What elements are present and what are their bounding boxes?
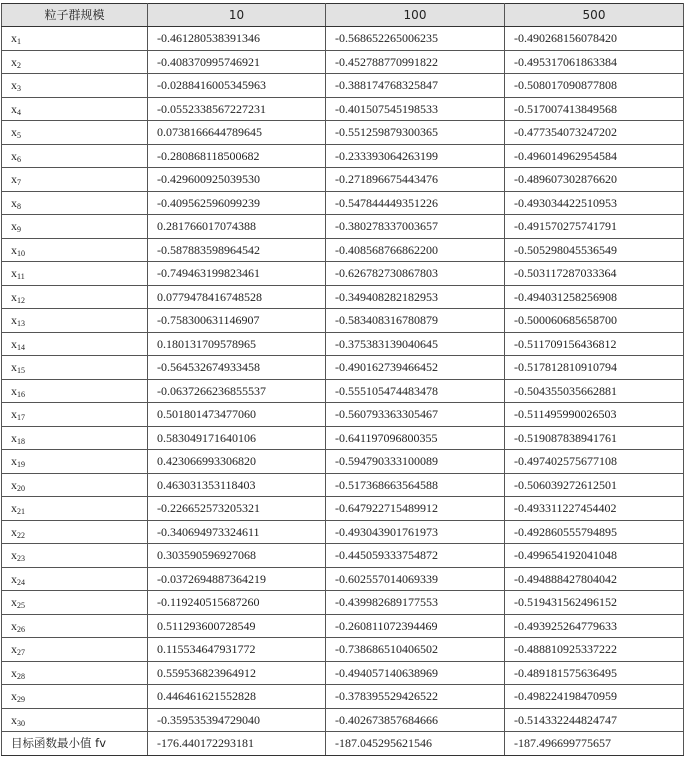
value-cell: -0.555105474483478 <box>326 379 505 403</box>
value-cell: -0.429600925039530 <box>148 168 326 192</box>
value-cell: -0.564532674933458 <box>148 356 326 380</box>
table-row <box>2 238 684 262</box>
variable-label <box>2 238 148 262</box>
value-cell: -0.375383139040645 <box>326 332 505 356</box>
variable-label <box>2 168 148 192</box>
value-cell: 0.0738166644789645 <box>148 121 326 145</box>
variable-index: 6 <box>17 154 21 164</box>
variable-name: x <box>11 313 17 328</box>
variable-index: 25 <box>17 601 25 611</box>
table-row <box>2 450 684 474</box>
variable-label <box>2 356 148 380</box>
variable-name: x <box>11 524 17 539</box>
variable-index: 11 <box>17 272 25 282</box>
value-cell: -0.594790333100089 <box>326 450 505 474</box>
value-cell: -0.0637266236855537 <box>148 379 326 403</box>
table-row <box>2 168 684 192</box>
variable-index: 3 <box>17 84 21 94</box>
table-row <box>2 356 684 380</box>
value-cell: -0.602557014069339 <box>326 567 505 591</box>
value-cell: -0.517007413849568 <box>505 97 684 121</box>
variable-index: 18 <box>17 436 25 446</box>
value-cell: -0.499654192041048 <box>505 544 684 568</box>
variable-index: 21 <box>17 507 25 517</box>
value-cell: -0.401507545198533 <box>326 97 505 121</box>
value-cell: -0.494888427804042 <box>505 567 684 591</box>
value-cell: -0.506039272612501 <box>505 473 684 497</box>
variable-label <box>2 450 148 474</box>
value-cell: 0.423066993306820 <box>148 450 326 474</box>
value-cell: -0.494031258256908 <box>505 285 684 309</box>
value-cell: -0.493043901761973 <box>326 520 505 544</box>
value-cell: -0.519431562496152 <box>505 591 684 615</box>
variable-name: x <box>11 125 17 140</box>
table-body <box>2 27 684 756</box>
variable-index: 15 <box>17 366 25 376</box>
variable-index: 20 <box>17 483 25 493</box>
value-cell: -0.641197096800355 <box>326 426 505 450</box>
variable-label <box>2 497 148 521</box>
variable-index: 30 <box>17 718 25 728</box>
variable-label <box>2 638 148 662</box>
variable-index: 4 <box>17 107 21 117</box>
value-cell: -0.439982689177553 <box>326 591 505 615</box>
value-cell: -0.380278337003657 <box>326 215 505 239</box>
value-cell: 0.463031353118403 <box>148 473 326 497</box>
table-row <box>2 50 684 74</box>
value-cell: -0.511495990026503 <box>505 403 684 427</box>
variable-index: 23 <box>17 554 25 564</box>
variable-index: 24 <box>17 577 25 587</box>
value-cell: -0.497402575677108 <box>505 450 684 474</box>
value-cell: -0.233393064263199 <box>326 144 505 168</box>
value-cell: -0.583408316780879 <box>326 309 505 333</box>
table-row <box>2 661 684 685</box>
variable-label <box>2 708 148 732</box>
table-row <box>2 285 684 309</box>
variable-name: x <box>11 31 17 46</box>
value-cell: -0.349408282182953 <box>326 285 505 309</box>
value-cell: -0.490268156078420 <box>505 27 684 51</box>
variable-label <box>2 50 148 74</box>
table-row <box>2 27 684 51</box>
variable-name: x <box>11 689 17 704</box>
variable-name: x <box>11 477 17 492</box>
variable-name: x <box>11 148 17 163</box>
variable-label <box>2 27 148 51</box>
value-cell: -0.517368663564588 <box>326 473 505 497</box>
value-cell: -0.505298045536549 <box>505 238 684 262</box>
table-row <box>2 426 684 450</box>
variable-name: x <box>11 571 17 586</box>
value-cell: -0.260811072394469 <box>326 614 505 638</box>
value-cell: -0.492860555794895 <box>505 520 684 544</box>
value-cell: -0.500060685658700 <box>505 309 684 333</box>
value-cell: 0.0779478416748528 <box>148 285 326 309</box>
value-cell: -0.119240515687260 <box>148 591 326 615</box>
value-cell: -0.491570275741791 <box>505 215 684 239</box>
variable-name: x <box>11 383 17 398</box>
variable-label <box>2 426 148 450</box>
variable-label <box>2 121 148 145</box>
value-cell: -0.489607302876620 <box>505 168 684 192</box>
table-row <box>2 497 684 521</box>
variable-index: 27 <box>17 648 25 658</box>
value-cell: -0.0552338567227231 <box>148 97 326 121</box>
variable-name: x <box>11 618 17 633</box>
variable-index: 1 <box>17 37 21 47</box>
value-cell: -0.493925264779633 <box>505 614 684 638</box>
value-cell: -0.498224198470959 <box>505 685 684 709</box>
value-cell: 0.501801473477060 <box>148 403 326 427</box>
variable-label <box>2 97 148 121</box>
table-row <box>2 379 684 403</box>
value-cell: -0.0372694887364219 <box>148 567 326 591</box>
variable-name: x <box>11 242 17 257</box>
variable-index: 16 <box>17 389 25 399</box>
variable-index: 13 <box>17 319 25 329</box>
variable-label <box>2 473 148 497</box>
value-cell: -0.378395529426522 <box>326 685 505 709</box>
table-row <box>2 685 684 709</box>
table-row <box>2 97 684 121</box>
variable-name: x <box>11 172 17 187</box>
value-cell: -0.503117287033364 <box>505 262 684 286</box>
variable-name: x <box>11 454 17 469</box>
value-cell: -0.647922715489912 <box>326 497 505 521</box>
variable-label <box>2 215 148 239</box>
variable-label <box>2 544 148 568</box>
value-cell: 0.511293600728549 <box>148 614 326 638</box>
table-row <box>2 591 684 615</box>
value-cell: -0.409562596099239 <box>148 191 326 215</box>
variable-label <box>2 520 148 544</box>
variable-name: x <box>11 642 17 657</box>
variable-label <box>2 403 148 427</box>
value-cell: -0.504355035662881 <box>505 379 684 403</box>
value-cell: -0.490162739466452 <box>326 356 505 380</box>
variable-name: x <box>11 501 17 516</box>
variable-label <box>2 332 148 356</box>
variable-label <box>2 262 148 286</box>
value-cell: -0.340694973324611 <box>148 520 326 544</box>
value-cell: -0.517812810910794 <box>505 356 684 380</box>
value-cell: -0.496014962954584 <box>505 144 684 168</box>
value-cell: -0.493311227454402 <box>505 497 684 521</box>
value-cell: -0.587883598964542 <box>148 238 326 262</box>
value-cell: -0.445059333754872 <box>326 544 505 568</box>
value-cell: -0.359535394729040 <box>148 708 326 732</box>
variable-name: x <box>11 712 17 727</box>
value-cell: -0.388174768325847 <box>326 74 505 98</box>
variable-index: 17 <box>17 413 25 423</box>
value-cell: -0.495317061863384 <box>505 50 684 74</box>
value-cell: -0.477354073247202 <box>505 121 684 145</box>
variable-name: x <box>11 219 17 234</box>
value-cell: -0.494057140638969 <box>326 661 505 685</box>
table-row <box>2 638 684 662</box>
value-cell: -0.738686510406502 <box>326 638 505 662</box>
variable-name: x <box>11 266 17 281</box>
variable-name: x <box>11 595 17 610</box>
variable-name: x <box>11 548 17 563</box>
value-cell: -0.280868118500682 <box>148 144 326 168</box>
header-size-10: 10 <box>148 4 326 27</box>
value-cell: -0.271896675443476 <box>326 168 505 192</box>
variable-name: x <box>11 360 17 375</box>
value-cell: -0.402673857684666 <box>326 708 505 732</box>
variable-name: x <box>11 54 17 69</box>
header-size-100: 100 <box>326 4 505 27</box>
table-row <box>2 309 684 333</box>
variable-name: x <box>11 336 17 351</box>
variable-label <box>2 614 148 638</box>
variable-index: 7 <box>17 178 21 188</box>
variable-index: 10 <box>17 248 25 258</box>
variable-label <box>2 379 148 403</box>
variable-label <box>2 285 148 309</box>
variable-label <box>2 685 148 709</box>
results-table <box>1 3 684 756</box>
value-cell: -0.551259879300365 <box>326 121 505 145</box>
value-cell: -0.514332244824747 <box>505 708 684 732</box>
variable-index: 5 <box>17 131 21 141</box>
value-cell: -0.626782730867803 <box>326 262 505 286</box>
value-cell: 0.559536823964912 <box>148 661 326 685</box>
fv-value-cell: -176.440172293181 <box>148 732 326 756</box>
value-cell: -0.461280538391346 <box>148 27 326 51</box>
variable-name: x <box>11 78 17 93</box>
value-cell: -0.749463199823461 <box>148 262 326 286</box>
variable-name: x <box>11 289 17 304</box>
value-cell: -0.488810925337222 <box>505 638 684 662</box>
variable-name: x <box>11 665 17 680</box>
table-row <box>2 191 684 215</box>
table-row <box>2 520 684 544</box>
variable-index: 26 <box>17 624 25 634</box>
variable-label <box>2 74 148 98</box>
table-row <box>2 74 684 98</box>
table-header-row <box>2 4 684 27</box>
table-row <box>2 614 684 638</box>
value-cell: -0.493034422510953 <box>505 191 684 215</box>
table-row <box>2 567 684 591</box>
value-cell: 0.446461621552828 <box>148 685 326 709</box>
variable-index: 29 <box>17 695 25 705</box>
table-row <box>2 144 684 168</box>
table-row <box>2 708 684 732</box>
value-cell: 0.583049171640106 <box>148 426 326 450</box>
value-cell: -0.758300631146907 <box>148 309 326 333</box>
table-row <box>2 473 684 497</box>
variable-index: 14 <box>17 342 25 352</box>
value-cell: -0.408370995746921 <box>148 50 326 74</box>
variable-index: 22 <box>17 530 25 540</box>
value-cell: -0.547844449351226 <box>326 191 505 215</box>
value-cell: -0.511709156436812 <box>505 332 684 356</box>
value-cell: -0.519087838941761 <box>505 426 684 450</box>
variable-label <box>2 191 148 215</box>
value-cell: 0.180131709578965 <box>148 332 326 356</box>
table-row <box>2 332 684 356</box>
variable-label <box>2 567 148 591</box>
variable-index: 19 <box>17 460 25 470</box>
value-cell: 0.115534647931772 <box>148 638 326 662</box>
variable-label <box>2 144 148 168</box>
value-cell: -0.489181575636495 <box>505 661 684 685</box>
results-table-container <box>1 3 683 756</box>
header-size-500: 500 <box>505 4 684 27</box>
value-cell: -0.226652573205321 <box>148 497 326 521</box>
variable-label <box>2 591 148 615</box>
value-cell: -0.0288416005345963 <box>148 74 326 98</box>
variable-name: x <box>11 407 17 422</box>
variable-name: x <box>11 101 17 116</box>
value-cell: -0.568652265006235 <box>326 27 505 51</box>
value-cell: -0.560793363305467 <box>326 403 505 427</box>
variable-label <box>2 661 148 685</box>
value-cell: -0.452788770991822 <box>326 50 505 74</box>
table-row <box>2 262 684 286</box>
variable-index: 28 <box>17 671 25 681</box>
variable-index: 9 <box>17 225 21 235</box>
value-cell: 0.303590596927068 <box>148 544 326 568</box>
variable-index: 8 <box>17 201 21 211</box>
variable-label <box>2 309 148 333</box>
fv-label: 目标函数最小值 fv <box>2 732 148 756</box>
variable-index: 2 <box>17 60 21 70</box>
variable-name: x <box>11 195 17 210</box>
variable-name: x <box>11 430 17 445</box>
table-row <box>2 403 684 427</box>
table-row <box>2 544 684 568</box>
table-row <box>2 121 684 145</box>
variable-index: 12 <box>17 295 25 305</box>
value-cell: -0.408568766862200 <box>326 238 505 262</box>
fv-value-cell: -187.496699775657 <box>505 732 684 756</box>
fv-value-cell: -187.045295621546 <box>326 732 505 756</box>
value-cell: -0.508017090877808 <box>505 74 684 98</box>
header-swarm-size: 粒子群规模 <box>2 4 148 27</box>
fv-row <box>2 732 684 756</box>
value-cell: 0.281766017074388 <box>148 215 326 239</box>
table-row <box>2 215 684 239</box>
